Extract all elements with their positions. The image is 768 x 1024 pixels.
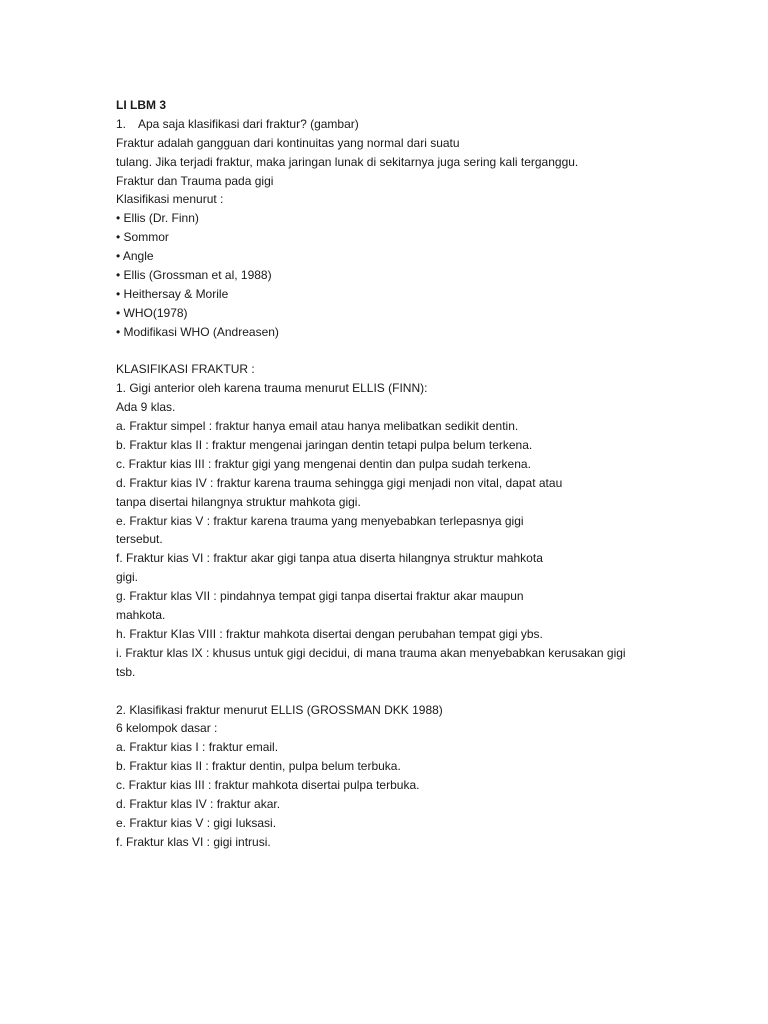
section2-heading: 2. Klasifikasi fraktur menurut ELLIS (GROSSMAN DKK 1988) (116, 702, 443, 717)
blank-line (116, 342, 716, 361)
section2-line: 6 kelompok dasar : (116, 721, 218, 736)
section1-line: g. Fraktur klas VII : pindahnya tempat gigi tanpa disertai fraktur akar maupun (116, 589, 524, 604)
question-text: Apa saja klasifikasi dari fraktur? (gambar) (138, 116, 359, 131)
section2-line: b. Fraktur kias II : fraktur dentin, pulpa belum terbuka. (116, 759, 401, 774)
intro-line: Fraktur adalah gangguan dari kontinuitas yang normal dari suatu (116, 135, 460, 150)
question-number: 1. (116, 116, 127, 131)
section1-line: 1. Gigi anterior oleh karena trauma menurut ELLIS (FINN): (116, 381, 428, 396)
section1-heading: KLASIFIKASI FRAKTUR : (116, 362, 255, 377)
document-body (116, 96, 716, 852)
section1-line: h. Fraktur KIas VIII : fraktur mahkota disertai dengan perubahan tempat gigi ybs. (116, 626, 543, 641)
section1-line: c. Fraktur kias III : fraktur gigi yang mengenai dentin dan pulpa sudah terkena. (116, 456, 531, 471)
classification-list-item: • Ellis (Dr. Finn) (116, 211, 199, 226)
section2-line: d. Fraktur klas IV : fraktur akar. (116, 796, 281, 811)
section2-line: e. Fraktur kias V : gigi Iuksasi. (116, 815, 277, 830)
section1-line: tanpa disertai hilangnya struktur mahkota gigi. (116, 494, 361, 509)
section2-line: f. Fraktur klas VI : gigi intrusi. (116, 834, 271, 849)
section1-line: gigi. (116, 570, 139, 585)
blank-line (116, 682, 716, 701)
classification-list-item: • Sommor (116, 230, 169, 245)
section1-line: tersebut. (116, 532, 163, 547)
section2-line: a. Fraktur kias I : fraktur email. (116, 740, 279, 755)
section1-line: Ada 9 klas. (116, 400, 176, 415)
intro-line: Fraktur dan Trauma pada gigi (116, 173, 274, 188)
intro-line: Klasifikasi menurut : (116, 192, 224, 207)
intro-line: tulang. Jika terjadi fraktur, maka jaringan lunak di sekitarnya juga sering kali terganggu. (116, 154, 579, 169)
section1-line: mahkota. (116, 608, 166, 623)
section1-line: f. Fraktur kias VI : fraktur akar gigi tanpa atua diserta hilangnya struktur mahkota (116, 551, 543, 566)
section2-line: c. Fraktur kias III : fraktur mahkota disertai pulpa terbuka. (116, 778, 420, 793)
section1-line: a. Fraktur simpel : fraktur hanya email atau hanya melibatkan sedikit dentin. (116, 419, 519, 434)
section1-line: d. Fraktur kias IV : fraktur karena trauma sehingga gigi menjadi non vital, dapat atau (116, 475, 563, 490)
classification-list-item: • WHO(1978) (116, 305, 188, 320)
section1-line: b. Fraktur klas II : fraktur mengenai jaringan dentin tetapi pulpa belum terkena. (116, 438, 533, 453)
classification-list-item: • Ellis (Grossman et al, 1988) (116, 268, 272, 283)
classification-list-item: • Heithersay & Morile (116, 286, 229, 301)
section1-line: e. Fraktur kias V : fraktur karena trauma yang menyebabkan terlepasnya gigi (116, 513, 524, 528)
question-line (116, 115, 716, 134)
section1-line: tsb. (116, 664, 136, 679)
classification-list-item: • Angle (116, 249, 154, 264)
section1-line: i. Fraktur klas IX : khusus untuk gigi decidui, di mana trauma akan menyebabkan kerusakan gigi (116, 645, 626, 660)
classification-list-item: • Modifikasi WHO (Andreasen) (116, 324, 279, 339)
document-title: LI LBM 3 (116, 98, 166, 112)
